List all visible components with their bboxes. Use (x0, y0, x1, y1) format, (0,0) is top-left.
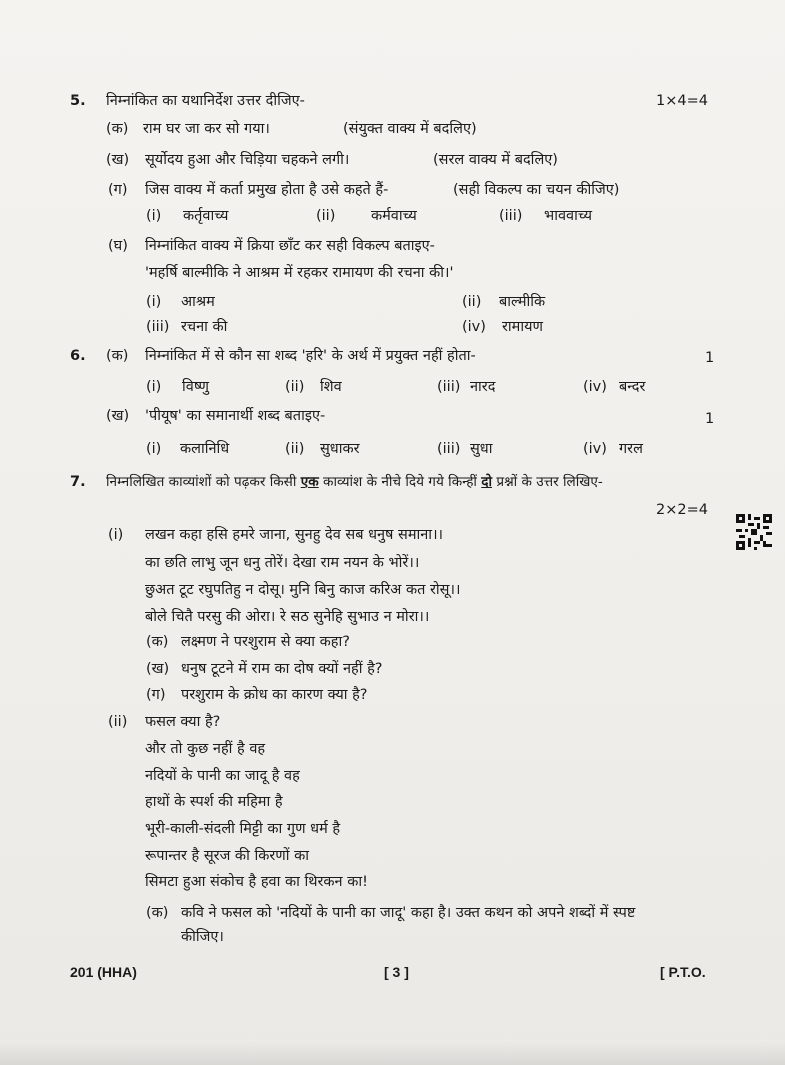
pto-note: [ P.T.O. (660, 964, 706, 980)
q6-number: 6. (70, 348, 86, 364)
q7-p1-q1-label: (क) (146, 634, 169, 650)
q7-passage2-label: (ii) (108, 714, 128, 730)
qr-code-icon (736, 514, 772, 550)
q7-p1-q2-text: धनुष टूटने में राम का दोष क्यों नहीं है? (181, 661, 383, 677)
q6-kha-label: (ख) (106, 408, 130, 424)
q7-instruction: निम्नलिखित काव्यांशों को पढ़कर किसी एक काव्यांश के नीचे दिये गये किन्हीं दो प्रश्नों के उत्तर लिखिए- (106, 474, 603, 490)
q6-kha-opt3-text: सुधा (470, 441, 493, 457)
q5-instruction: निम्नांकित का यथानिर्देश उत्तर दीजिए- (106, 93, 305, 109)
q6-ka-opt4-label: (iv) (583, 379, 607, 395)
q6-ka-opt2-text: शिव (320, 379, 342, 395)
q7-p2-q1-label: (क) (146, 905, 169, 921)
q6-kha-opt2-label: (ii) (285, 441, 305, 457)
q5-number: 5. (70, 93, 86, 109)
q5-gha-question: निम्नांकित वाक्य में क्रिया छाँट कर सही विकल्प बताइए- (145, 238, 435, 254)
q5-ga-opt2-label: (ii) (316, 208, 336, 224)
q5-marks: 1×4=4 (656, 93, 708, 109)
scan-edge-shadow (0, 1040, 785, 1065)
q7-passage1-line: लखन कहा हसि हमरे जाना, सुनहु देव सब धनुष समाना।। (145, 527, 444, 543)
q6-ka-question: निम्नांकित में से कौन सा शब्द 'हरि' के अर्थ में प्रयुक्त नहीं होता- (145, 348, 476, 364)
q7-passage2-line: सिमटा हुआ संकोच है हवा का थिरकन का! (145, 874, 368, 890)
paper-code: 201 (HHA) (70, 964, 137, 980)
q7-passage2-line: फसल क्या है? (145, 714, 221, 730)
q6-kha-opt2-text: सुधाकर (320, 441, 360, 457)
q7-passage1-label: (i) (108, 527, 124, 543)
q5-gha-opt4-label: (iv) (462, 319, 486, 335)
q5-gha-label: (घ) (108, 238, 128, 254)
q6-ka-label: (क) (106, 348, 129, 364)
q7-p2-q1-line2: कीजिए। (181, 929, 224, 945)
q7-p1-q1-text: लक्ष्मण ने परशुराम से क्या कहा? (181, 634, 350, 650)
q6-ka-opt3-label: (iii) (437, 379, 461, 395)
q5-gha-quote: 'महर्षि बाल्मीकि ने आश्रम में रहकर रामायण की रचना की।' (145, 265, 454, 281)
q5-ga-label: (ग) (108, 182, 128, 198)
q7-marks: 2×2=4 (656, 502, 708, 518)
q5-kha-sentence: सूर्योदय हुआ और चिड़िया चहकने लगी। (145, 152, 350, 168)
q7-passage2-line: और तो कुछ नहीं है वह (145, 741, 266, 757)
q6-kha-question: 'पीयूष' का समानार्थी शब्द बताइए- (145, 408, 326, 424)
q6-kha-opt1-text: कलानिधि (180, 441, 230, 457)
q5-ga-question: जिस वाक्य में कर्ता प्रमुख होता है उसे कहते हैं- (145, 182, 389, 198)
q6-kha-opt1-label: (i) (146, 441, 162, 457)
q5-ga-opt3-text: भाववाच्य (544, 208, 592, 224)
q6-ka-opt3-text: नारद (470, 379, 496, 395)
q7-p1-q3-text: परशुराम के क्रोध का कारण क्या है? (181, 687, 368, 703)
q7-passage1-line: छुअत टूट रघुपतिहु न दोसू। मुनि बिनु काज करिअ कत रोसू।। (145, 582, 461, 598)
q6-kha-opt3-label: (iii) (437, 441, 461, 457)
q5-gha-opt4-text: रामायण (502, 319, 544, 335)
q5-ka-sentence: राम घर जा कर सो गया। (143, 121, 270, 137)
q6-ka-opt1-text: विष्णु (182, 379, 209, 395)
q7-passage1-line: का छति लाभु जून धनु तोरें। देखा राम नयन के भोरें।। (145, 555, 420, 571)
q6-kha-opt4-label: (iv) (583, 441, 607, 457)
q6-ka-opt1-label: (i) (146, 379, 162, 395)
q5-gha-opt2-text: बाल्मीकि (499, 294, 546, 310)
q5-ga-opt1-text: कर्तृवाच्य (183, 208, 229, 224)
q5-ka-label: (क) (106, 121, 129, 137)
q5-gha-opt3-label: (iii) (146, 319, 170, 335)
q7-p2-q1-line1: कवि ने फसल को 'नदियों के पानी का जादू' कहा है। उक्त कथन को अपने शब्दों में स्पष्ट (181, 905, 636, 921)
page-number: [ 3 ] (384, 964, 409, 980)
q5-gha-opt2-label: (ii) (462, 294, 482, 310)
q5-gha-opt1-text: आश्रम (181, 294, 215, 310)
q7-p1-q2-label: (ख) (146, 661, 170, 677)
q6-ka-opt2-label: (ii) (285, 379, 305, 395)
q5-gha-opt3-text: रचना की (181, 319, 228, 335)
q5-kha-directive: (सरल वाक्य में बदलिए) (433, 152, 558, 168)
q7-passage2-line: रूपान्तर है सूरज की किरणों का (145, 848, 309, 864)
q5-ga-opt1-label: (i) (146, 208, 162, 224)
q7-p1-q3-label: (ग) (146, 687, 166, 703)
q6-kha-opt4-text: गरल (619, 441, 643, 457)
q5-kha-label: (ख) (106, 152, 130, 168)
q6-ka-opt4-text: बन्दर (619, 379, 646, 395)
q7-passage2-line: भूरी-काली-संदली मिट्टी का गुण धर्म है (145, 821, 341, 837)
q5-ga-directive: (सही विकल्प का चयन कीजिए) (453, 182, 620, 198)
q7-passage2-line: नदियों के पानी का जादू है वह (145, 768, 300, 784)
q7-passage2-line: हाथों के स्पर्श की महिमा है (145, 794, 283, 810)
q5-gha-opt1-label: (i) (146, 294, 162, 310)
q5-ka-directive: (संयुक्त वाक्य में बदलिए) (343, 121, 477, 137)
q7-passage1-line: बोले चितै परसु की ओरा। रे सठ सुनेहि सुभाउ न मोरा।। (145, 609, 430, 625)
q5-ga-opt2-text: कर्मवाच्य (371, 208, 417, 224)
q7-number: 7. (70, 474, 86, 490)
q6-ka-marks: 1 (705, 350, 715, 366)
q5-ga-opt3-label: (iii) (499, 208, 523, 224)
q6-kha-marks: 1 (705, 411, 715, 427)
